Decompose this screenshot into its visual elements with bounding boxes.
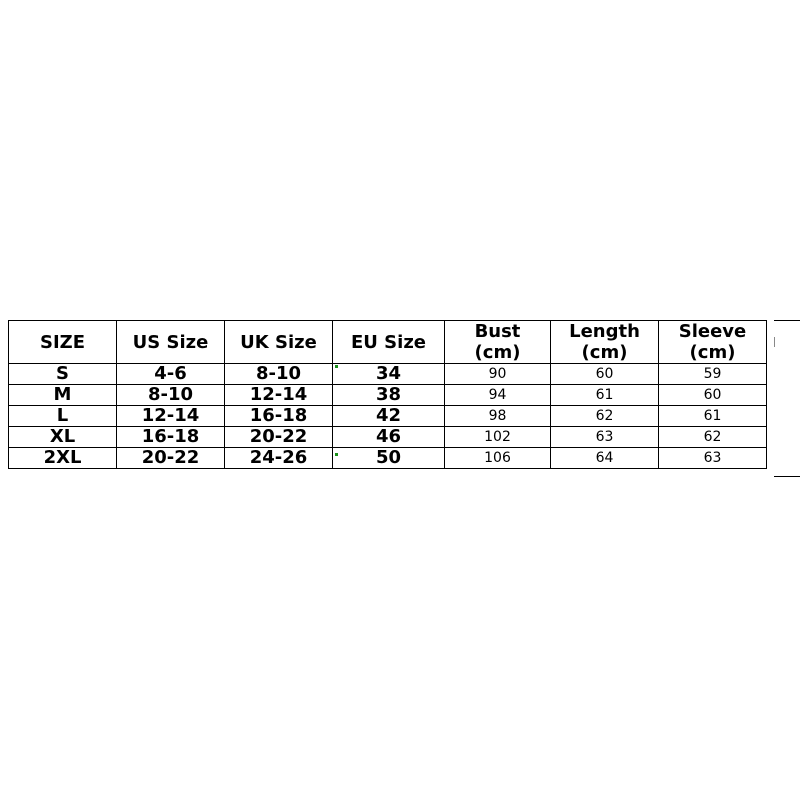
cell-error-marker bbox=[335, 365, 338, 368]
table-row bbox=[9, 385, 767, 406]
length-cell: 63 bbox=[551, 427, 659, 448]
table-row bbox=[9, 427, 767, 448]
size-cell: L bbox=[9, 406, 117, 427]
header-uk-size: UK Size bbox=[225, 321, 333, 364]
header-eu-size: EU Size bbox=[333, 321, 445, 364]
length-cell: 61 bbox=[551, 385, 659, 406]
eu-size-cell: 38 bbox=[333, 385, 445, 406]
size-chart-table bbox=[8, 320, 767, 469]
header-row bbox=[9, 321, 767, 364]
size-cell: XL bbox=[9, 427, 117, 448]
sleeve-cell: 60 bbox=[659, 385, 767, 406]
table-row bbox=[9, 364, 767, 385]
bust-cell: 90 bbox=[445, 364, 551, 385]
us-size-cell: 12-14 bbox=[117, 406, 225, 427]
bust-cell: 94 bbox=[445, 385, 551, 406]
table-row bbox=[9, 448, 767, 469]
sleeve-cell: 62 bbox=[659, 427, 767, 448]
length-cell: 62 bbox=[551, 406, 659, 427]
us-size-cell: 8-10 bbox=[117, 385, 225, 406]
header-size: SIZE bbox=[9, 321, 117, 364]
length-cell: 64 bbox=[551, 448, 659, 469]
eu-size-cell: 50 bbox=[333, 448, 445, 469]
eu-size-cell: 34 bbox=[333, 364, 445, 385]
eu-size-cell: 46 bbox=[333, 427, 445, 448]
table-border-extension-bottom bbox=[774, 476, 800, 477]
table-row bbox=[9, 406, 767, 427]
cell-error-marker bbox=[335, 453, 338, 456]
sleeve-cell: 63 bbox=[659, 448, 767, 469]
bust-cell: 102 bbox=[445, 427, 551, 448]
size-cell: 2XL bbox=[9, 448, 117, 469]
size-cell: M bbox=[9, 385, 117, 406]
us-size-cell: 20-22 bbox=[117, 448, 225, 469]
header-length: Length (cm) bbox=[551, 321, 659, 364]
header-us-size: US Size bbox=[117, 321, 225, 364]
us-size-cell: 4-6 bbox=[117, 364, 225, 385]
length-cell: 60 bbox=[551, 364, 659, 385]
size-cell: S bbox=[9, 364, 117, 385]
uk-size-cell: 16-18 bbox=[225, 406, 333, 427]
bust-cell: 106 bbox=[445, 448, 551, 469]
uk-size-cell: 24-26 bbox=[225, 448, 333, 469]
sleeve-cell: 59 bbox=[659, 364, 767, 385]
uk-size-cell: 20-22 bbox=[225, 427, 333, 448]
uk-size-cell: 8-10 bbox=[225, 364, 333, 385]
table-gridline-stub bbox=[774, 337, 775, 347]
table-border-extension-top bbox=[774, 320, 800, 321]
header-bust: Bust (cm) bbox=[445, 321, 551, 364]
header-sleeve: Sleeve (cm) bbox=[659, 321, 767, 364]
sleeve-cell: 61 bbox=[659, 406, 767, 427]
uk-size-cell: 12-14 bbox=[225, 385, 333, 406]
bust-cell: 98 bbox=[445, 406, 551, 427]
eu-size-cell: 42 bbox=[333, 406, 445, 427]
us-size-cell: 16-18 bbox=[117, 427, 225, 448]
